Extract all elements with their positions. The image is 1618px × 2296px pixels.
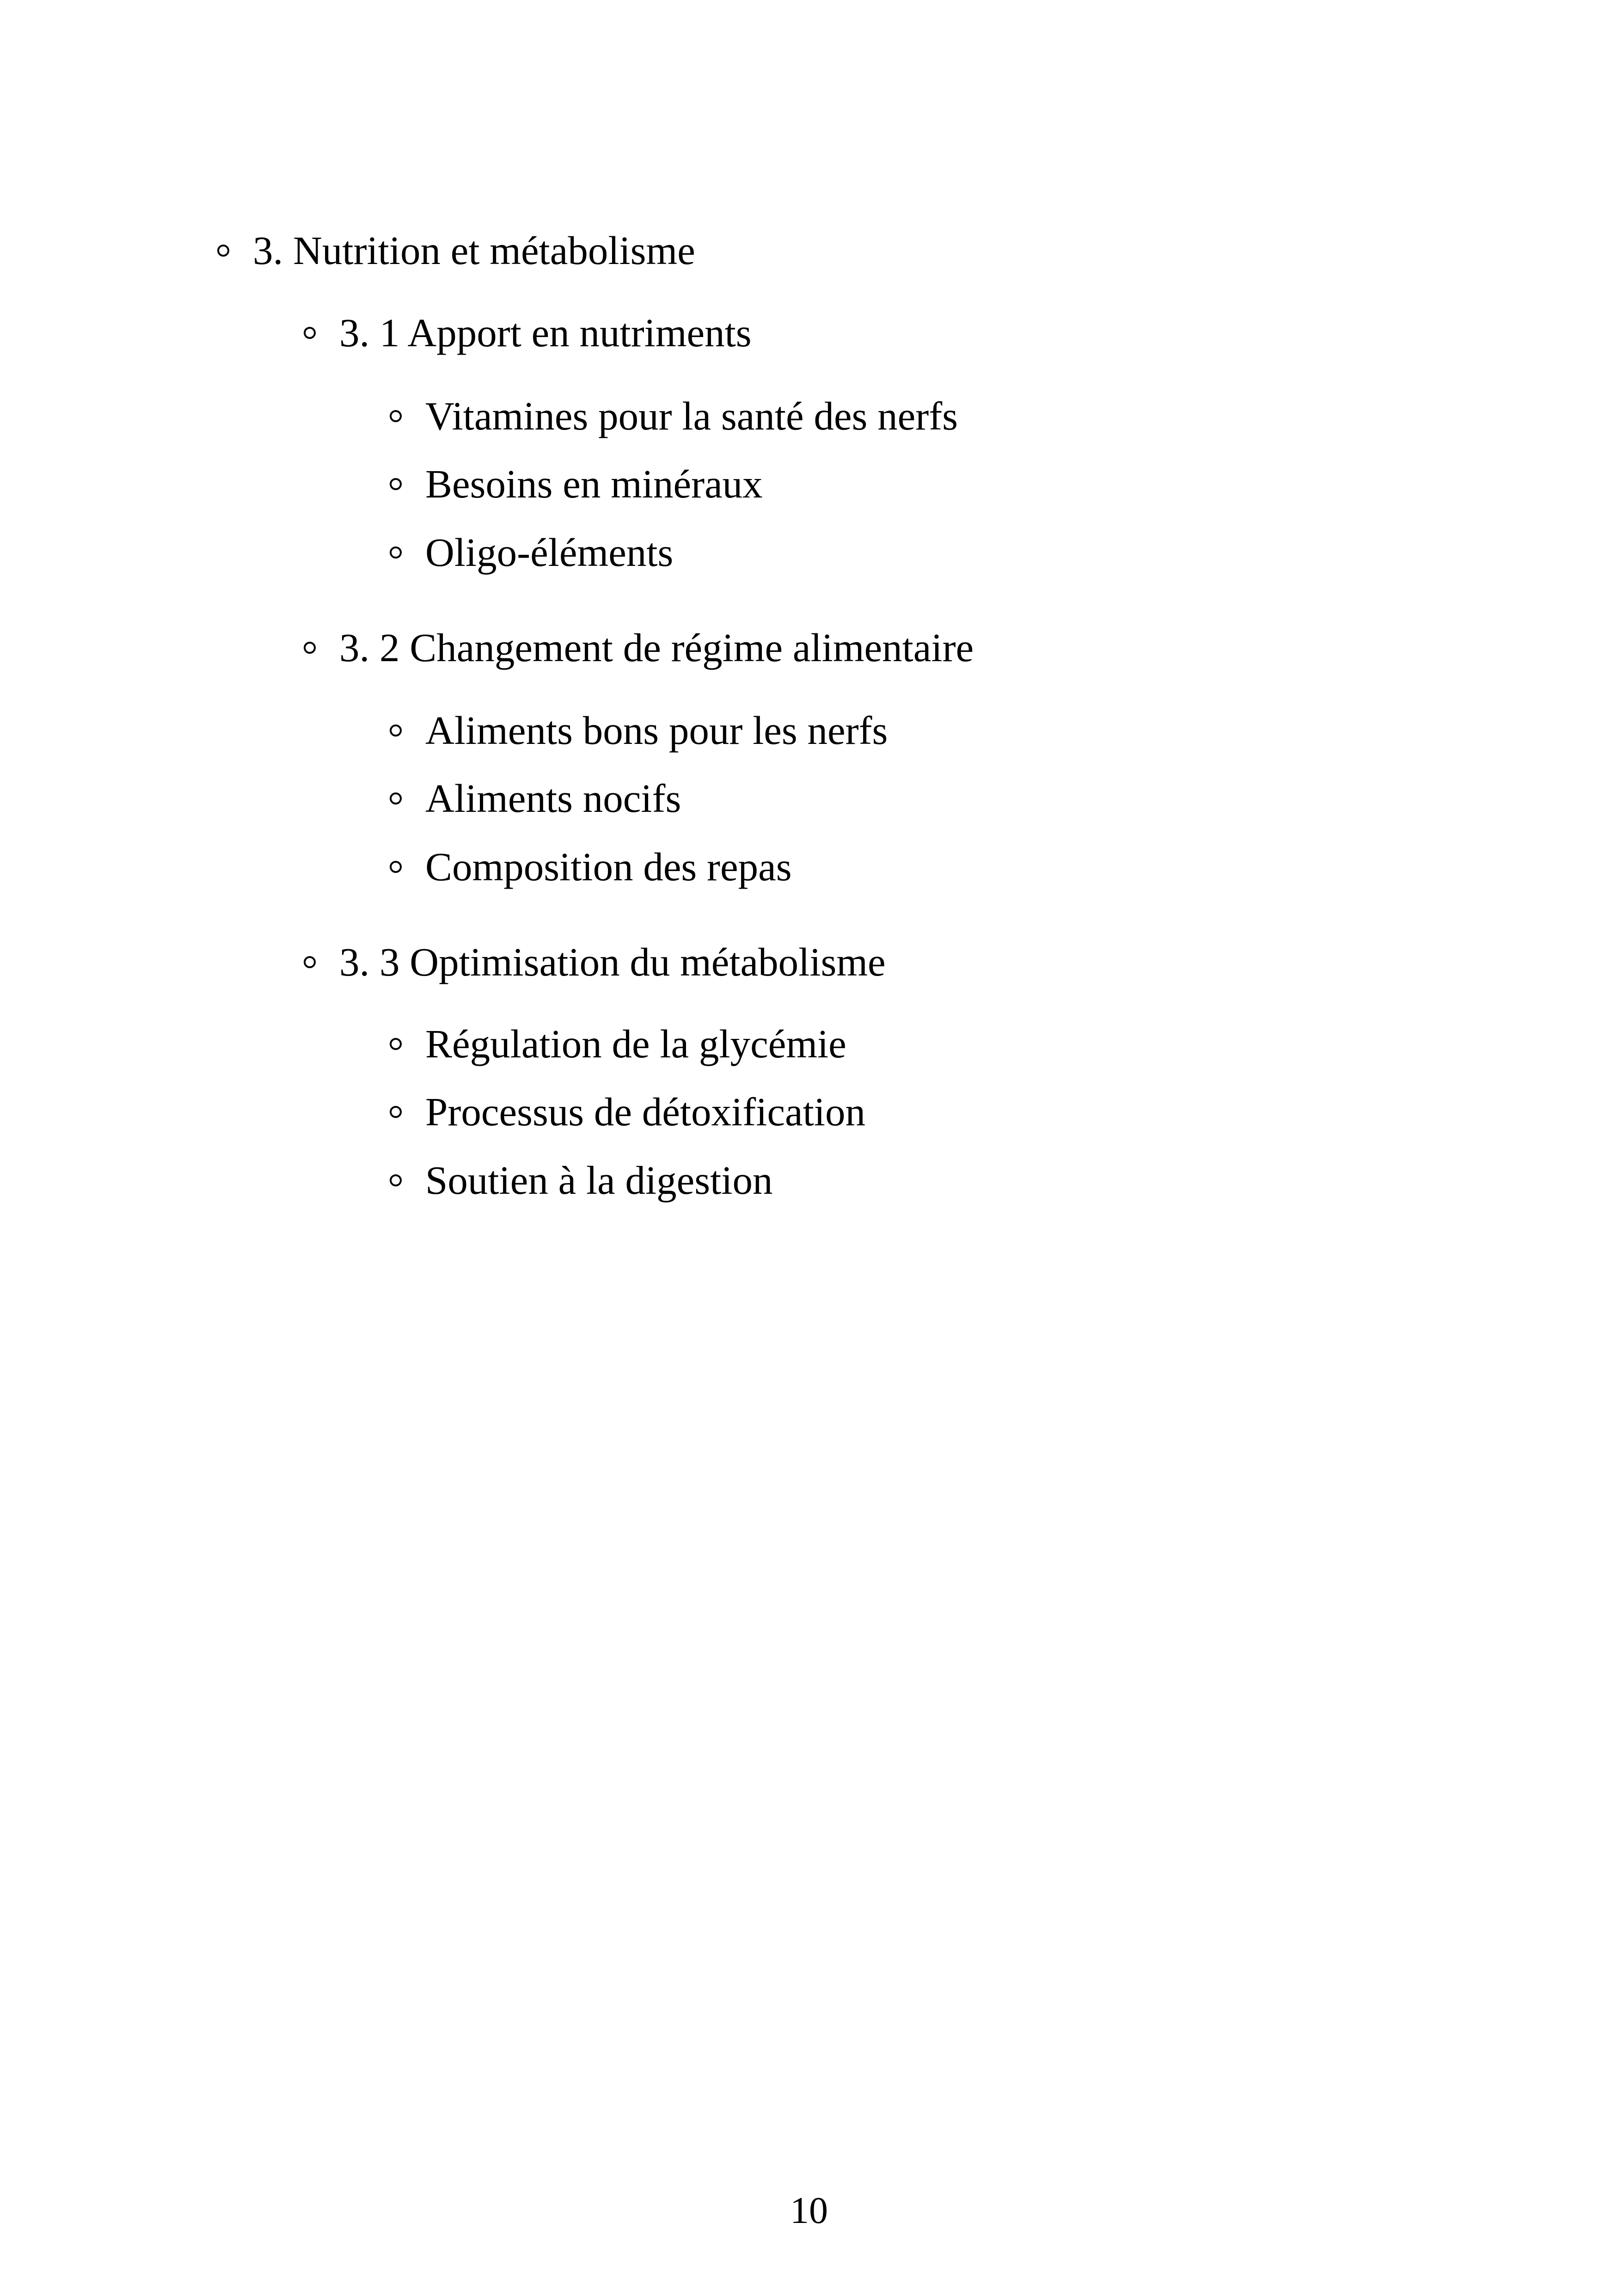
outline-item <box>390 708 888 753</box>
outline-item <box>390 1021 846 1066</box>
circle-bullet-icon <box>304 956 316 968</box>
outline-item-label: Aliments bons pour les nerfs <box>425 708 888 753</box>
page-number: 10 <box>790 2189 828 2231</box>
outline-item-section <box>217 228 695 273</box>
outline-item <box>390 461 763 506</box>
circle-bullet-icon <box>390 546 402 559</box>
circle-bullet-icon <box>390 478 402 490</box>
outline-item-label: Besoins en minéraux <box>425 461 763 506</box>
outline-item <box>390 1089 865 1134</box>
outline-item-label: Vitamines pour la santé des nerfs <box>425 393 958 438</box>
outline-item <box>390 844 792 889</box>
circle-bullet-icon <box>390 1106 402 1118</box>
circle-bullet-icon <box>304 642 316 654</box>
outline-item <box>390 393 958 438</box>
outline-item-label: Régulation de la glycémie <box>425 1021 846 1066</box>
subsection-heading: 3. 2 Changement de régime alimentaire <box>339 625 974 670</box>
circle-bullet-icon <box>390 861 402 873</box>
subsection-heading: 3. 1 Apport en nutriments <box>339 310 752 355</box>
circle-bullet-icon <box>390 792 402 804</box>
outline-item <box>390 776 681 821</box>
circle-bullet-icon <box>390 1174 402 1186</box>
outline-item-label: Oligo-éléments <box>425 530 674 575</box>
outline-item-subsection <box>304 627 974 668</box>
outline-item-subsection <box>304 310 752 355</box>
circle-bullet-icon <box>217 245 229 257</box>
outline-item <box>390 1158 773 1203</box>
section-heading: 3. Nutrition et métabolisme <box>253 228 695 273</box>
circle-bullet-icon <box>304 327 316 339</box>
subsection-heading: 3. 3 Optimisation du métabolisme <box>339 939 886 984</box>
circle-bullet-icon <box>390 410 402 422</box>
outline-item-label: Aliments nocifs <box>425 776 681 821</box>
circle-bullet-icon <box>390 724 402 737</box>
outline-item-label: Soutien à la digestion <box>425 1158 773 1203</box>
outline-item-label: Composition des repas <box>425 844 792 889</box>
circle-bullet-icon <box>390 1038 402 1050</box>
outline-item-label: Processus de détoxification <box>425 1089 865 1134</box>
outline-item-subsection <box>304 939 886 984</box>
outline-item <box>390 530 674 575</box>
